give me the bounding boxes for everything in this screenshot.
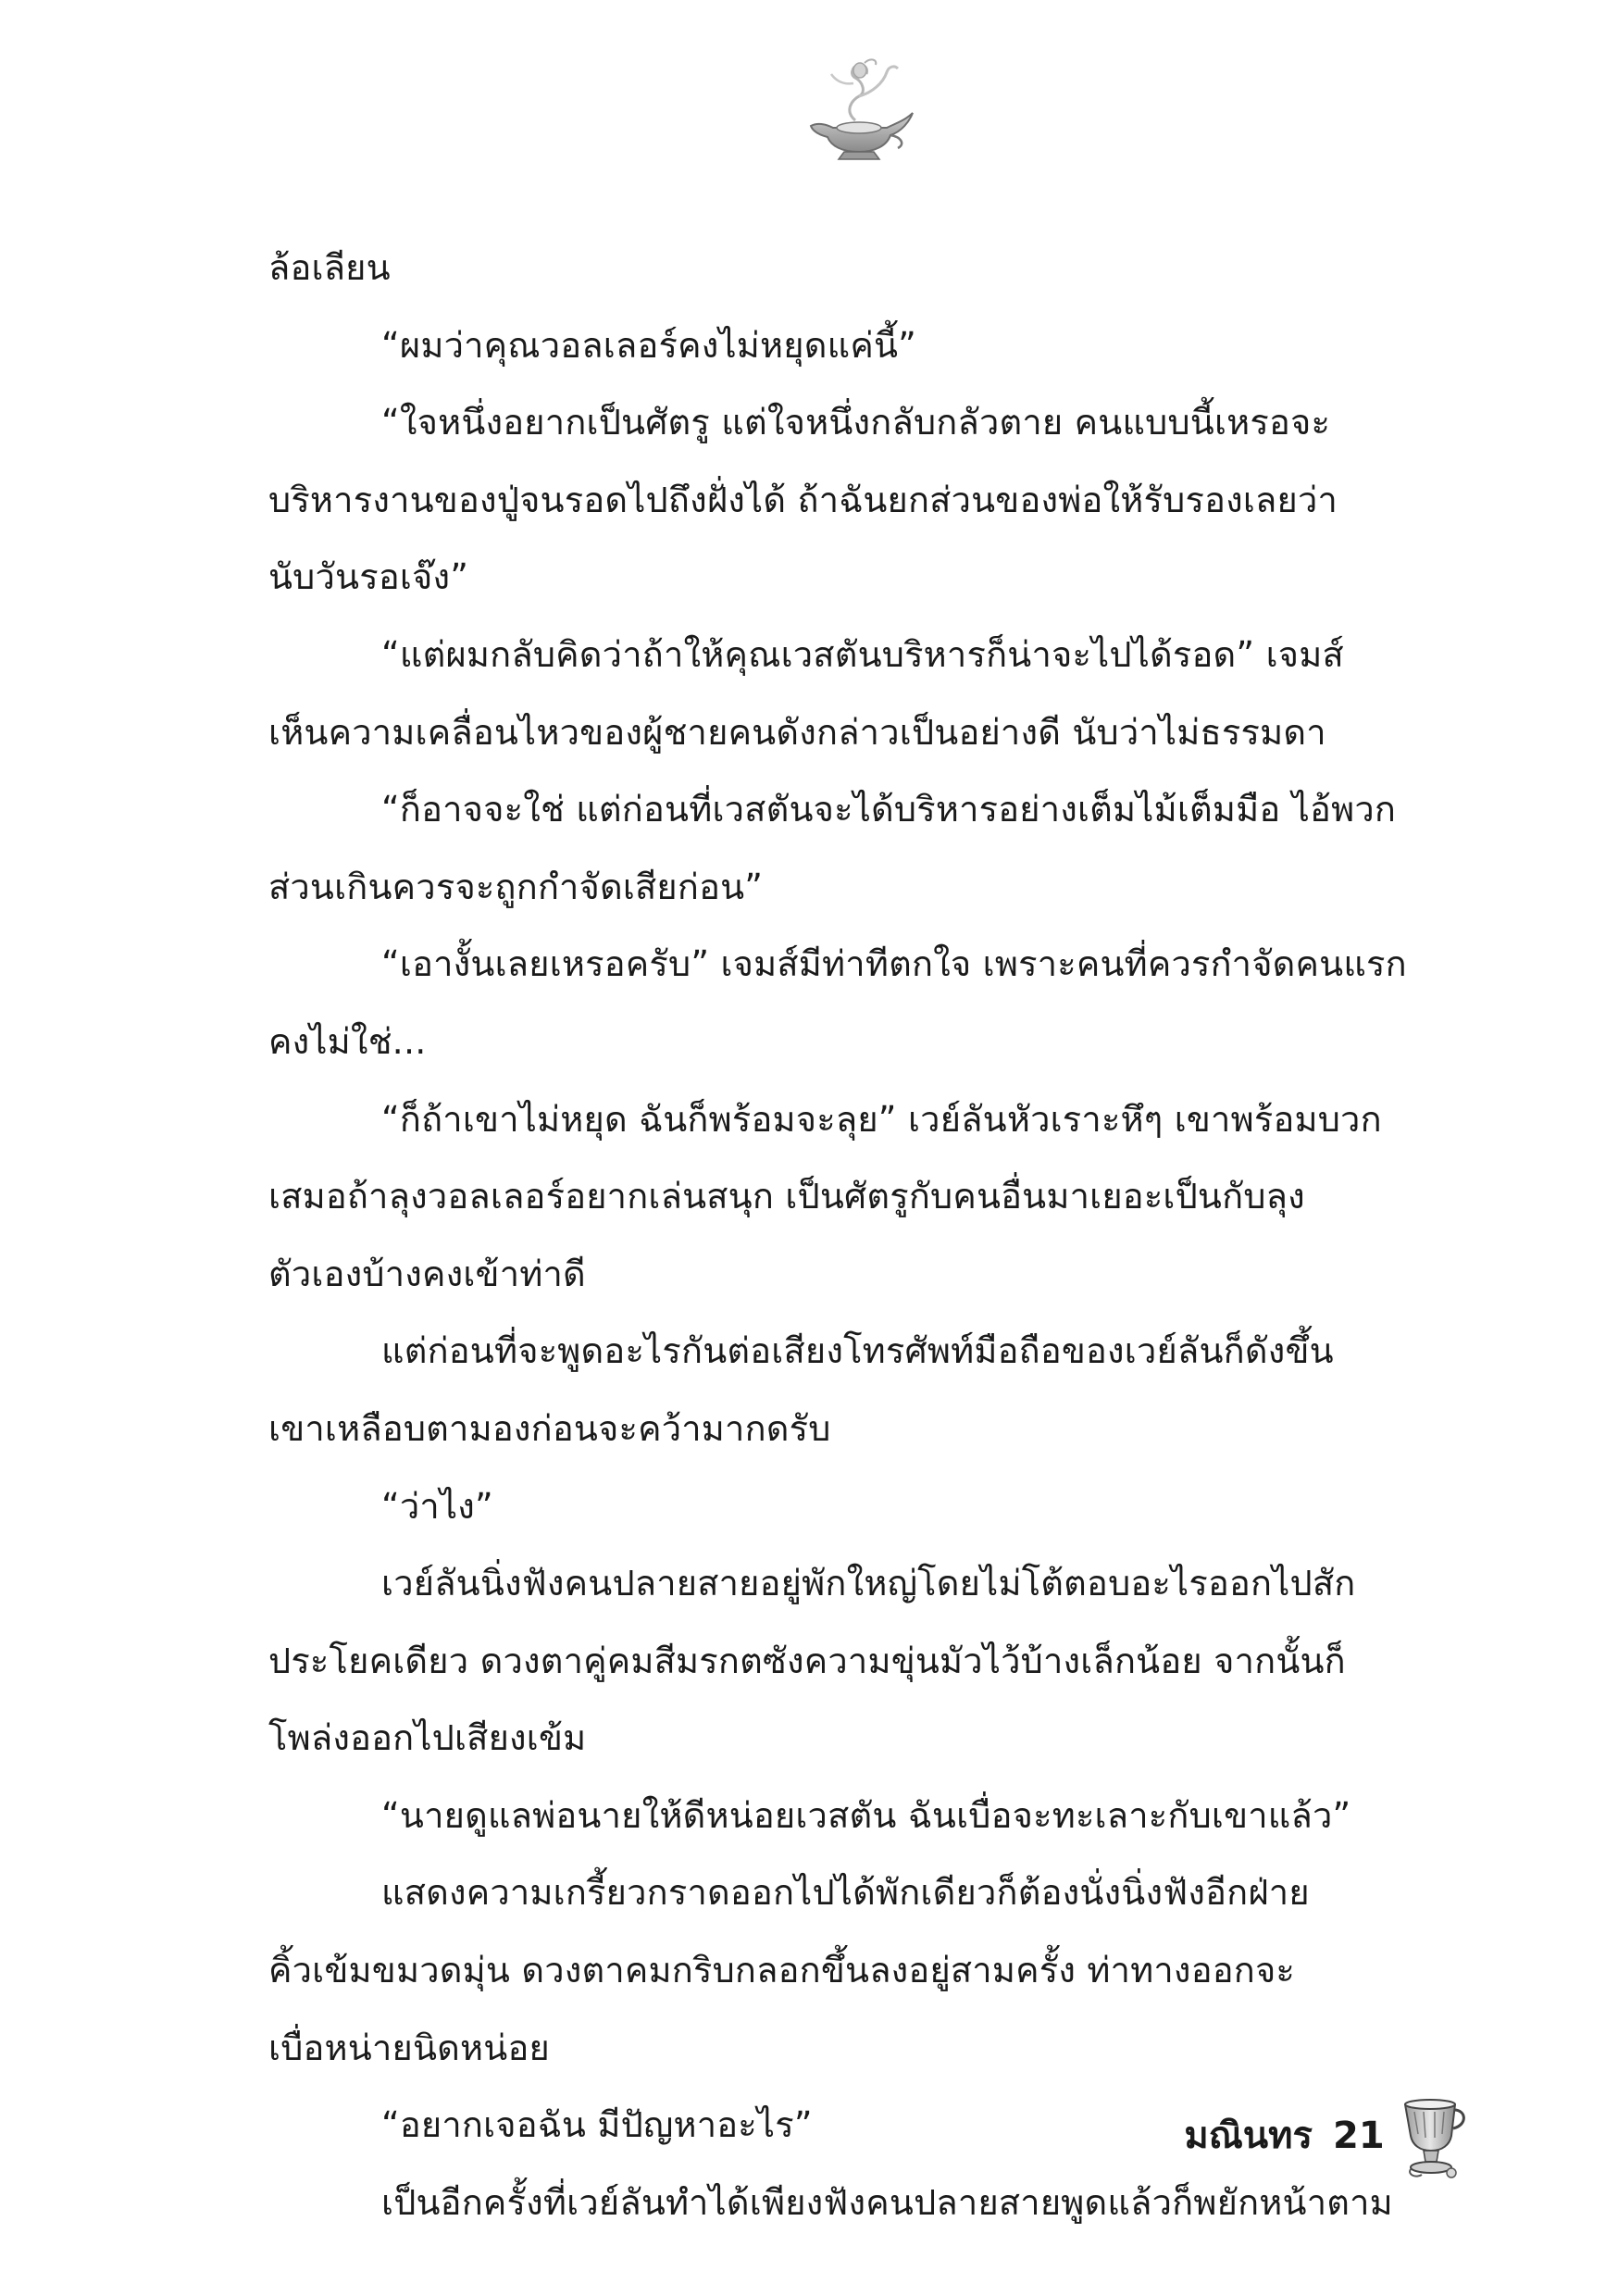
text-line: “แต่ผมกลับคิดว่าถ้าให้คุณเวสตันบริหารก็น่าจะไปได้รอด” เจมส์ <box>381 633 1344 675</box>
text-line: “ผมว่าคุณวอลเลอร์คงไม่หยุดแค่นี้” <box>381 324 917 366</box>
page-footer <box>0 2088 1618 2190</box>
text-line: เบื่อหน่ายนิดหน่อย <box>268 2027 550 2068</box>
text-line: เห็นความเคลื่อนไหวของผู้ชายคนดังกล่าวเป็นอย่างดี นับว่าไม่ธรรมดา <box>268 711 1326 753</box>
text-line: เขาเหลือบตามองก่อนจะคว้ามากดรับ <box>268 1407 831 1449</box>
text-line: แต่ก่อนที่จะพูดอะไรกันต่อเสียงโทรศัพท์มือถือของเวย์ลันก็ดังขึ้น <box>381 1330 1334 1372</box>
text-line: คิ้วเข้มขมวดมุ่น ดวงตาคมกริบกลอกขึ้นลงอยู่สามครั้ง ท่าทางออกจะ <box>268 1950 1296 1991</box>
text-line: แสดงความเกรี้ยวกราดออกไปได้พักเดียวก็ต้องนั่งนิ่งฟังอีกฝ่าย <box>381 1872 1310 1914</box>
page-number: 21 <box>1333 2115 1385 2157</box>
text-line: “อยากเจอฉัน มีปัญหาอะไร” <box>381 2104 813 2146</box>
text-line: “ก็ถ้าเขาไม่หยุด ฉันก็พร้อมจะลุย” เวย์ลันหัวเราะหึๆ เขาพร้อมบวก <box>381 1098 1382 1140</box>
text-line: เป็นอีกครั้งที่เวย์ลันทำได้เพียงฟังคนปลายสายพูดแล้วก็พยักหน้าตาม <box>381 2181 1393 2223</box>
text-line: “ว่าไง” <box>381 1485 493 1527</box>
text-line: โพล่งออกไปเสียงเข้ม <box>268 1717 587 1759</box>
text-line: บริหารงานของปู่จนรอดไปถึงฝั่งได้ ถ้าฉันยกส่วนของพ่อให้รับรองเลยว่า <box>268 479 1338 520</box>
genie-lamp-icon <box>798 56 918 167</box>
text-line: “ใจหนึ่งอยากเป็นศัตรู แต่ใจหนึ่งกลับกลัวตาย คนแบบนี้เหรอจะ <box>381 402 1331 443</box>
text-line: นับวันรอเจ๊ง” <box>268 556 469 598</box>
text-line: “ก็อาจจะใช่ แต่ก่อนที่เวสตันจะได้บริหารอย่างเต็มไม้เต็มมือ ไอ้พวก <box>381 789 1397 830</box>
text-line: “นายดูแลพ่อนายให้ดีหน่อยเวสตัน ฉันเบื่อจะทะเลาะกับเขาแล้ว” <box>381 1794 1351 1836</box>
text-line: คงไม่ใช่... <box>268 1020 427 1062</box>
text-line: เวย์ลันนิ่งฟังคนปลายสายอยู่พักใหญ่โดยไม่โต้ตอบอะไรออกไปสัก <box>381 1563 1356 1604</box>
book-title: มณินทร <box>1184 2115 1313 2157</box>
text-line: ตัวเองบ้างคงเข้าท่าดี <box>268 1253 586 1294</box>
text-line: ประโยคเดียว ดวงตาคู่คมสีมรกตซังความขุ่นมัวไว้บ้างเล็กน้อย จากนั้นก็ <box>268 1640 1346 1681</box>
text-line: ล้อเลียน <box>268 247 391 288</box>
text-line: เสมอถ้าลุงวอลเลอร์อยากเล่นสนุก เป็นศัตรูกับคนอื่นมาเยอะเป็นกับลุง <box>268 1176 1305 1217</box>
text-line: ส่วนเกินควรจะถูกกำจัดเสียก่อน” <box>268 866 764 907</box>
text-line: “เอางั้นเลยเหรอครับ” เจมส์มีท่าทีตกใจ เพราะคนที่ควรกำจัดคนแรก <box>381 943 1407 985</box>
teacup-icon <box>1396 2095 1470 2180</box>
